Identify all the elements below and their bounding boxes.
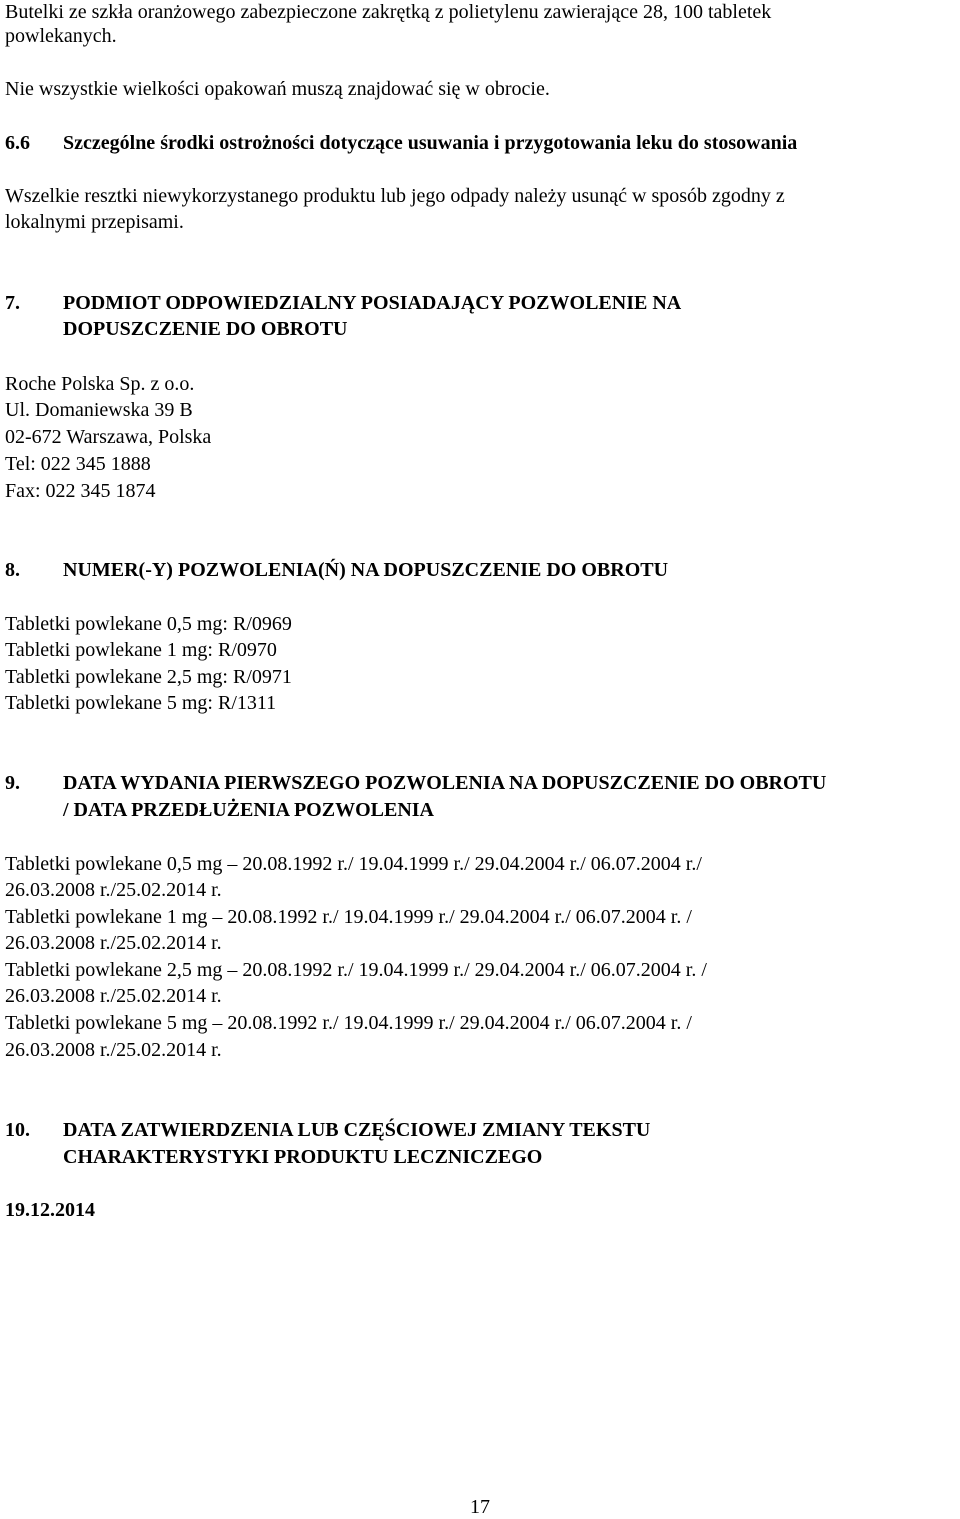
company-fax: Fax: 022 345 1874 xyxy=(5,480,156,502)
section-10-heading xyxy=(5,1118,650,1142)
company-city: 02-672 Warszawa, Polska xyxy=(5,426,212,448)
authorisation-number-line: Tabletki powlekane 5 mg: R/1311 xyxy=(5,692,277,714)
authorisation-number-line: Tabletki powlekane 0,5 mg: R/0969 xyxy=(5,613,292,635)
section-6-6-title: Szczególne środki ostrożności dotyczące usuwania i przygotowania leku do stosowania xyxy=(63,132,798,154)
date-line: Tabletki powlekane 0,5 mg – 20.08.1992 r./ 19.04.1999 r./ 29.04.2004 r./ 06.07.2004 r./ xyxy=(5,853,702,875)
section-7-heading xyxy=(5,291,681,315)
date-line: 26.03.2008 r./25.02.2014 r. xyxy=(5,985,222,1007)
section-7-title-line-2: DOPUSZCZENIE DO OBROTU xyxy=(63,318,348,340)
section-9-title-line-1: DATA WYDANIA PIERWSZEGO POZWOLENIA NA DOPUSZCZENIE DO OBROTU xyxy=(63,772,827,794)
section-9-heading xyxy=(5,771,826,795)
company-street: Ul. Domaniewska 39 B xyxy=(5,399,193,421)
date-line: 26.03.2008 r./25.02.2014 r. xyxy=(5,879,222,901)
section-7-number: 7. xyxy=(5,292,20,314)
section-9-title-line-2: / DATA PRZEDŁUŻENIA POZWOLENIA xyxy=(63,799,434,821)
packaging-text-line-1: Butelki ze szkła oranżowego zabezpieczone zakrętką z polietylenu zawierające 28, 100 tabletek xyxy=(5,1,772,23)
company-name: Roche Polska Sp. z o.o. xyxy=(5,373,195,395)
section-8-title: NUMER(-Y) POZWOLENIA(Ń) NA DOPUSZCZENIE DO OBROTU xyxy=(63,559,669,581)
section-10-title-line-1: DATA ZATWIERDZENIA LUB CZĘŚCIOWEJ ZMIANY TEKSTU xyxy=(63,1119,651,1141)
section-6-6-body-line-1: Wszelkie resztki niewykorzystanego produktu lub jego odpady należy usunąć w sposób zgodny z xyxy=(5,185,785,207)
section-6-6-body-line-2: lokalnymi przepisami. xyxy=(5,211,184,233)
section-10-title-line-2: CHARAKTERYSTYKI PRODUKTU LECZNICZEGO xyxy=(63,1146,543,1168)
section-8-number: 8. xyxy=(5,559,20,581)
authorisation-number-line: Tabletki powlekane 1 mg: R/0970 xyxy=(5,639,277,661)
section-9-number: 9. xyxy=(5,772,20,794)
approval-date: 19.12.2014 xyxy=(5,1199,95,1221)
availability-note: Nie wszystkie wielkości opakowań muszą znajdować się w obrocie. xyxy=(5,78,550,100)
section-6-6-heading xyxy=(5,131,797,155)
date-line: 26.03.2008 r./25.02.2014 r. xyxy=(5,932,222,954)
section-10-number: 10. xyxy=(5,1119,30,1141)
section-8-heading xyxy=(5,558,668,582)
page-number: 17 xyxy=(470,1496,490,1518)
company-phone: Tel: 022 345 1888 xyxy=(5,453,151,475)
date-line: 26.03.2008 r./25.02.2014 r. xyxy=(5,1039,222,1061)
packaging-text-line-2: powlekanych. xyxy=(5,25,117,47)
date-line: Tabletki powlekane 5 mg – 20.08.1992 r./ 19.04.1999 r./ 29.04.2004 r./ 06.07.2004 r. / xyxy=(5,1012,692,1034)
date-line: Tabletki powlekane 2,5 mg – 20.08.1992 r./ 19.04.1999 r./ 29.04.2004 r./ 06.07.2004 r. / xyxy=(5,959,707,981)
section-7-title-line-1: PODMIOT ODPOWIEDZIALNY POSIADAJĄCY POZWOLENIE NA xyxy=(63,292,682,314)
date-line: Tabletki powlekane 1 mg – 20.08.1992 r./ 19.04.1999 r./ 29.04.2004 r./ 06.07.2004 r. / xyxy=(5,906,692,928)
section-6-6-number: 6.6 xyxy=(5,132,30,154)
authorisation-number-line: Tabletki powlekane 2,5 mg: R/0971 xyxy=(5,666,292,688)
